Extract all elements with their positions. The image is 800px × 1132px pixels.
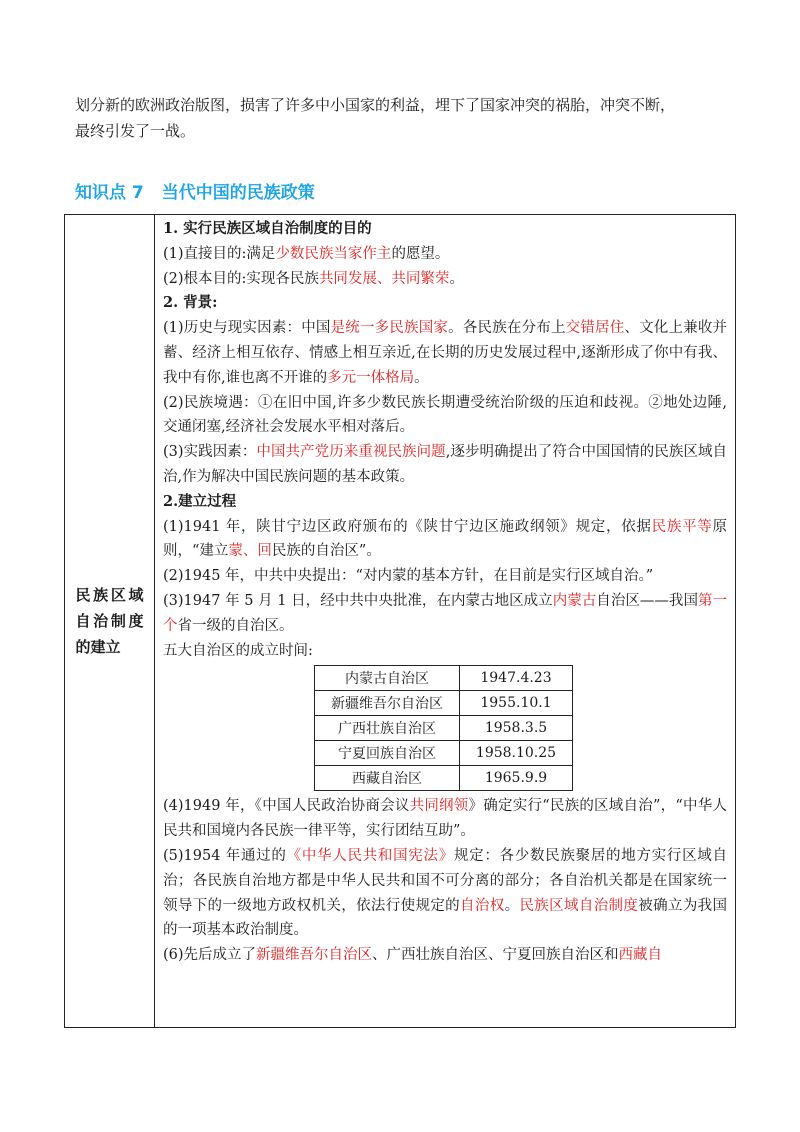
background-practice: (3)实践因素：中国共产党历来重视民族问题,逐步明确提出了符合中国国情的民族区域自治,作为解决中国民族问题的基本政策。 (163, 444, 728, 485)
region-date: 1958.3.5 (460, 716, 573, 741)
intro-paragraph (75, 92, 730, 144)
emphasis-text: 《中华人民共和国宪法》 (286, 847, 454, 864)
process-1947: (3)1947 年 5 月 1 日，经中共中央批准，在内蒙古地区成立内蒙古自治区——我国第一个省一级的自治区。 (163, 592, 728, 634)
intro-line-1: 划分新的欧洲政治版图，损害了许多中小国家的利益，埋下了国家冲突的祸胎，冲突不断， (75, 96, 676, 114)
emphasis-text: 民族区域自治制度 (519, 897, 639, 914)
process-1949: (4)1949 年，《中国人民政治协商会议共同纲领》确定实行“民族的区域自治”，“中华人民共和国境内各民族一律平等，实行团结互助”。 (163, 798, 727, 840)
table-row (315, 716, 573, 741)
region-date: 1958.10.25 (460, 741, 573, 766)
emphasis-text: 是统一多民族国家 (330, 320, 449, 337)
content-cell (155, 215, 735, 1027)
process-heading: 2.建立过程 (163, 492, 237, 510)
background-situation: (2)民族境遇：①在旧中国,许多少数民族长期遭受统治阶级的压迫和歧视。②地处边陲,交通闭塞,经济社会发展水平相对落后。 (163, 394, 727, 436)
background-history: (1)历史与现实因素：中国是统一多民族国家。各民族在分布上交错居住、文化上兼收并蓄、经济上相互依存、情感上相互亲近,在长期的历史发展过程中,逐渐形成了你中有我、我中有你,谁也离不开谁的多元一体格局。 (163, 320, 728, 386)
emphasis-text: 多元一体格局 (327, 369, 415, 386)
emphasis-text: 共同纲领 (409, 798, 469, 815)
emphasis-text: 民族平等 (651, 518, 713, 535)
emphasis-text: 交错居住 (565, 320, 625, 337)
emphasis-text: 蒙、回 (228, 543, 272, 560)
intro-line-2: 最终引发了一战。 (75, 122, 196, 140)
region-date: 1947.4.23 (460, 666, 573, 691)
purpose-direct: (1)直接目的:满足少数民族当家作主的愿望。 (163, 245, 450, 262)
emphasis-text: 自治权 (460, 897, 505, 914)
region-date: 1955.10.1 (460, 691, 573, 716)
table-row (315, 691, 573, 716)
table-row (315, 666, 573, 691)
region-name: 广西壮族自治区 (315, 716, 460, 741)
background-heading: 2. 背景: (163, 294, 218, 312)
emphasis-text: 少数民族当家作主 (275, 245, 392, 262)
emphasis-text: 新疆维吾尔自治区 (256, 947, 373, 964)
emphasis-text: 内蒙古 (552, 592, 597, 609)
emphasis-text: 共同发展、共同繁荣 (318, 270, 450, 287)
process-1941: (1)1941 年，陕甘宁边区政府颁布的《陕甘宁边区施政纲领》规定，依据民族平等原则，“建立蒙、回民族的自治区”。 (163, 518, 727, 560)
process-1945: (2)1945 年，中共中央提出：“对内蒙的基本方针，在目前是实行区域自治。” (163, 568, 654, 585)
regions-table (314, 665, 573, 791)
topic-cell (65, 215, 155, 1027)
table-caption: 五大自治区的成立时间: (163, 642, 313, 659)
heading-number: 知识点 7 (75, 183, 144, 203)
region-name: 西藏自治区 (315, 766, 460, 791)
section-heading (75, 178, 315, 203)
process-regions-established: (6)先后成立了新疆维吾尔自治区、广西壮族自治区、宁夏回族自治区和西藏自 (163, 947, 663, 964)
knowledge-table (64, 214, 736, 1028)
region-date: 1965.9.9 (460, 766, 573, 791)
region-name: 新疆维吾尔自治区 (315, 691, 460, 716)
table-row (315, 766, 573, 791)
table-row (315, 741, 573, 766)
purpose-fundamental: (2)根本目的:实现各民族共同发展、共同繁荣。 (163, 270, 464, 287)
purpose-heading: 1. 实行民族区域自治制度的目的 (163, 220, 372, 237)
region-name: 内蒙古自治区 (315, 666, 460, 691)
region-name: 宁夏回族自治区 (315, 741, 460, 766)
process-1954: (5)1954 年通过的《中华人民共和国宪法》规定：各少数民族聚居的地方实行区域自治；各民族自治地方都是中华人民共和国不可分离的部分；各自治机关都是在国家统一领导下的一级地方政权机关，依法行使规定的自治权。民族区域自治制度被确立为我国的一项基本政治制度。 (163, 847, 728, 939)
topic-label: 民族区域自治制度的建立 (75, 586, 144, 656)
emphasis-text: 西藏自 (618, 947, 663, 964)
emphasis-text: 第一个 (163, 592, 728, 634)
emphasis-text: 中国共产党历来重视民族问题 (256, 444, 446, 461)
heading-title: 当代中国的民族政策 (161, 183, 315, 203)
